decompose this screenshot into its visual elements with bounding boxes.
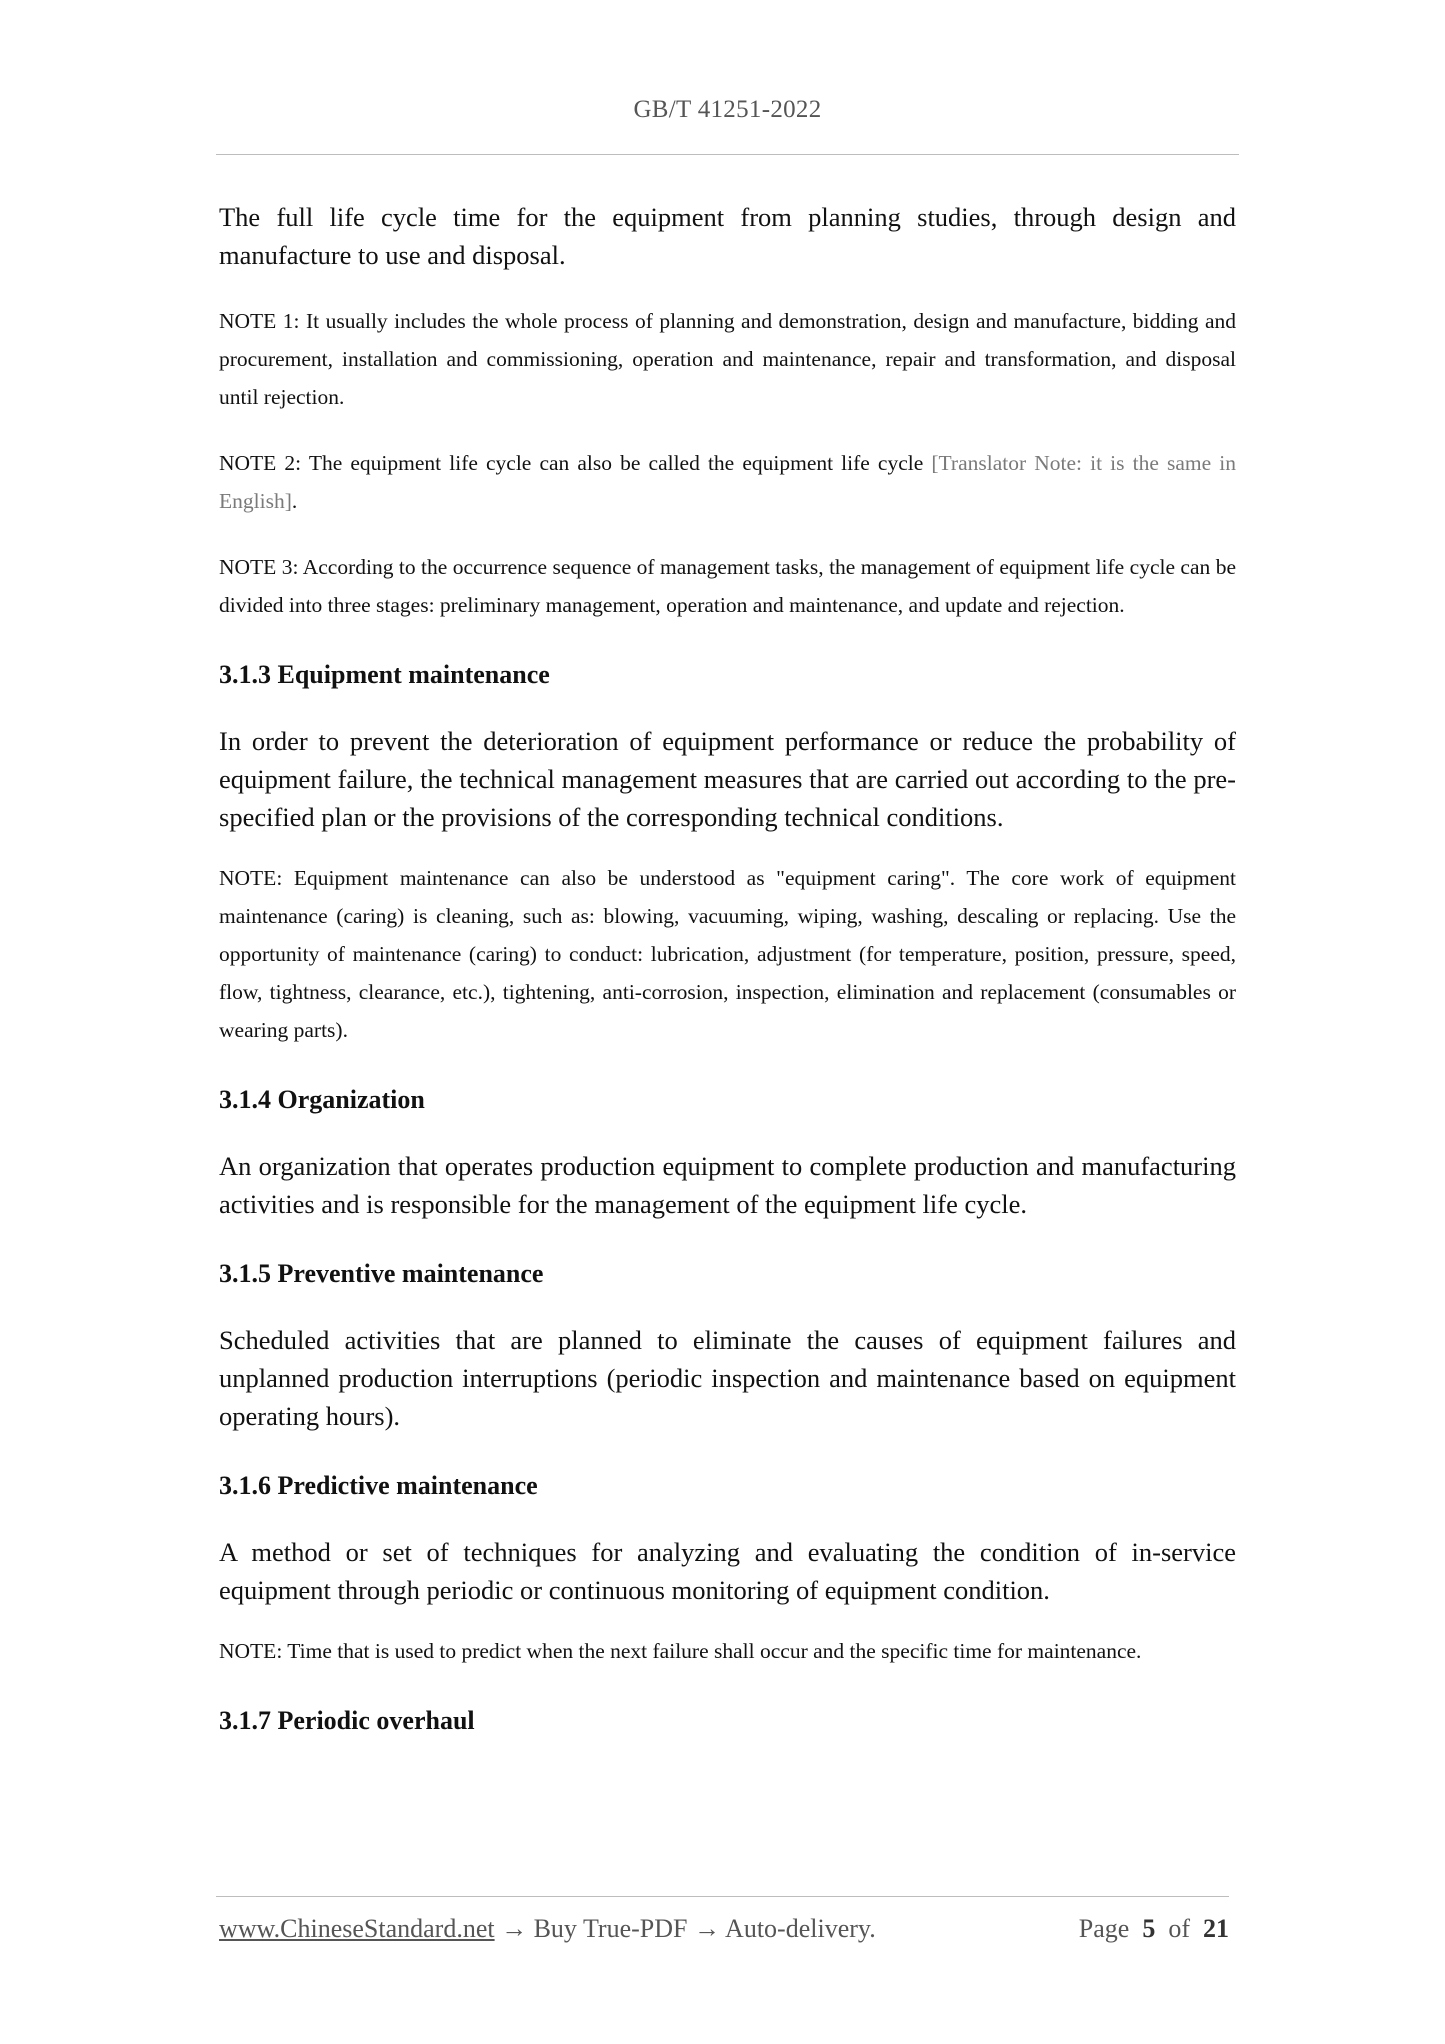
section-3-1-3-body: In order to prevent the deterioration of equipment performance or reduce the probability of equipment failure, the technical management measures that are carried out according to the pre-specified plan or the provisions of the corresponding technical conditions. <box>219 726 1236 832</box>
section-3-1-5-heading: 3.1.5 Preventive maintenance <box>219 1259 544 1288</box>
section-3-1-6-body: A method or set of techniques for analyzing and evaluating the condition of in-service equipment through periodic or continuous monitoring of equipment condition. <box>219 1537 1236 1605</box>
section-3-1-6-note: NOTE: Time that is used to predict when the next failure shall occur and the specific time for maintenance. <box>219 1639 1142 1663</box>
of-word: of <box>1168 1914 1190 1943</box>
section-3-1-7-heading: 3.1.7 Periodic overhaul <box>219 1706 475 1735</box>
page-footer <box>219 1914 1229 1954</box>
note-1: NOTE 1: It usually includes the whole process of planning and demonstration, design and manufacture, bidding and procurement, installation and commissioning, operation and maintenance, repair and transformation, and disposal until rejection. <box>219 309 1236 409</box>
footer-divider <box>216 1896 1229 1897</box>
header-divider <box>216 154 1239 155</box>
section-3-1-5-body: Scheduled activities that are planned to eliminate the causes of equipment failures and unplanned production interruptions (periodic inspection and maintenance based on equipment operating hours). <box>219 1325 1236 1431</box>
section-3-1-4-body: An organization that operates production equipment to complete production and manufacturing activities and is responsible for the management of the equipment life cycle. <box>219 1151 1236 1219</box>
page-indicator <box>1079 1914 1229 1944</box>
chinesestandard-link[interactable]: www.ChineseStandard.net <box>219 1914 495 1943</box>
section-3-1-3-heading: 3.1.3 Equipment maintenance <box>219 660 550 689</box>
page-word: Page <box>1078 1914 1130 1943</box>
note-2 <box>219 444 1236 520</box>
page-content <box>219 198 1236 1740</box>
section-3-1-4-heading: 3.1.4 Organization <box>219 1085 425 1114</box>
total-page-count: 21 <box>1203 1914 1229 1943</box>
intro-paragraph: The full life cycle time for the equipment from planning studies, through design and manufacture to use and disposal. <box>219 202 1236 270</box>
section-3-1-6-heading: 3.1.6 Predictive maintenance <box>219 1471 538 1500</box>
note-3: NOTE 3: According to the occurrence sequence of management tasks, the management of equipment life cycle can be divided into three stages: preliminary management, operation and maintenance, and update and rejection. <box>219 555 1236 617</box>
section-3-1-3-note: NOTE: Equipment maintenance can also be understood as "equipment caring". The core work of equipment maintenance (caring) is cleaning, such as: blowing, vacuuming, wiping, washing, descaling or replacing. Use the opportunity of maintenance (caring) to conduct: lubrication, adjustment (for temperature, position, pressure, speed, flow, tightness, clearance, etc.), tightening, anti-corrosion, inspection, elimination and replacement (consumables or wearing parts). <box>219 866 1236 1042</box>
translator-note: [Translator Note: it is the same in English] <box>219 451 1236 513</box>
footer-promo <box>219 1914 876 1944</box>
note-2-text: NOTE 2: The equipment life cycle can also be called the equipment life cycle <box>219 451 932 475</box>
footer-tagline: → Buy True-PDF → Auto-delivery. <box>494 1914 876 1943</box>
current-page-number: 5 <box>1142 1914 1156 1943</box>
document-id-header: GB/T 41251-2022 <box>633 96 822 123</box>
note-2-end: . <box>291 489 298 513</box>
